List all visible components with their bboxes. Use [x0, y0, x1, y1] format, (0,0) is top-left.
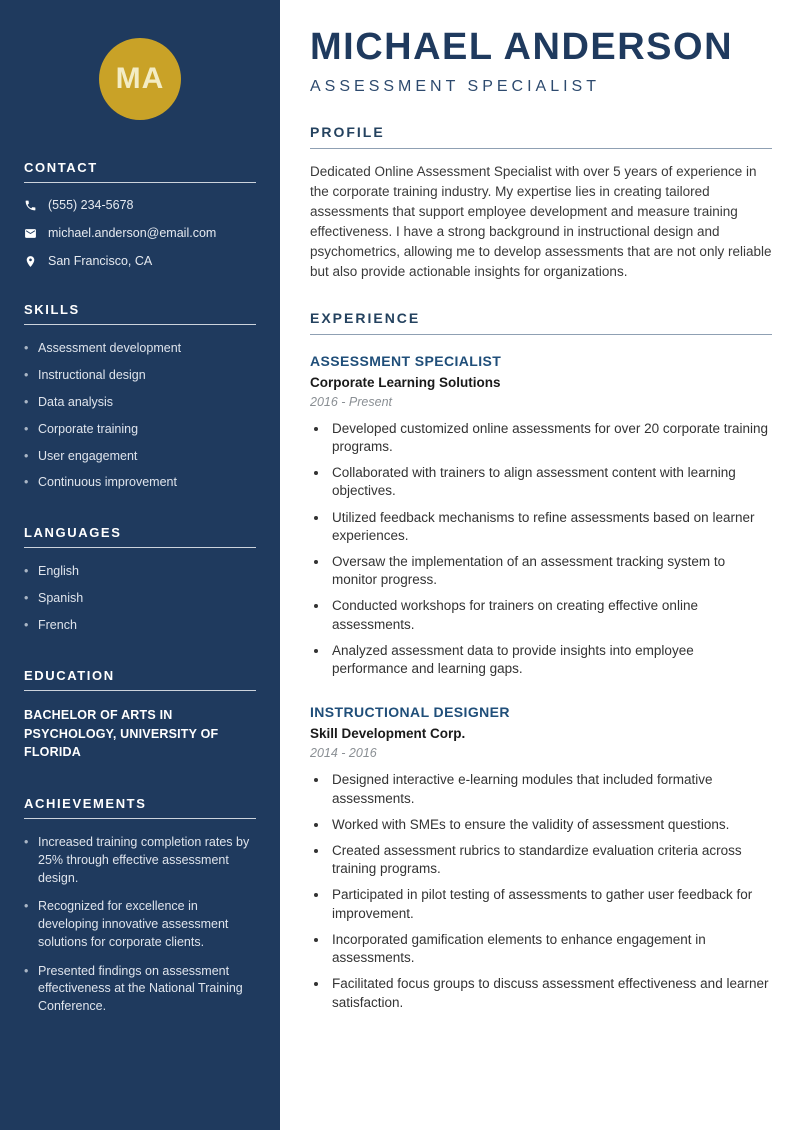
- job-bullet: • Created assessment rubrics to standardize evaluation criteria across training programs.: [329, 842, 772, 878]
- job-role: ASSESSMENT SPECIALIST: [310, 352, 502, 369]
- email-icon: [24, 227, 37, 240]
- skills-section: [24, 302, 256, 491]
- languages-list: [24, 563, 256, 634]
- job-company: Skill Development Corp.: [310, 726, 466, 742]
- experience-section-title: EXPERIENCE: [310, 310, 772, 335]
- avatar-initials: MA: [115, 62, 165, 95]
- job-bullet-list: [310, 771, 772, 1011]
- job-bullet: • Oversaw the implementation of an assessment tracking system to monitor progress.: [329, 553, 772, 589]
- candidate-name: MICHAEL ANDERSON: [310, 26, 734, 68]
- job-bullet: • Worked with SMEs to ensure the validity of assessment questions.: [329, 816, 772, 834]
- contact-phone-text: (555) 234-5678: [48, 198, 134, 212]
- contact-location-row: [24, 254, 256, 268]
- job-entry: [310, 353, 772, 679]
- job-bullet: • Conducted workshops for trainers on creating effective online assessments.: [329, 597, 772, 633]
- education-degree: BACHELOR OF ARTS IN PSYCHOLOGY, UNIVERSITY OF FLORIDA: [24, 707, 219, 760]
- profile-section-title: PROFILE: [310, 124, 772, 149]
- languages-section: [24, 525, 256, 634]
- job-bullet: • Participated in pilot testing of assessments to gather user feedback for improvement.: [329, 886, 772, 922]
- main-content: [280, 0, 800, 1130]
- skill-item: • Assessment development: [24, 340, 256, 357]
- language-item: • French: [24, 617, 256, 634]
- avatar: [99, 38, 181, 120]
- skill-item: • Instructional design: [24, 367, 256, 384]
- job-bullet: • Collaborated with trainers to align assessment content with learning objectives.: [329, 464, 772, 500]
- location-icon: [24, 255, 37, 268]
- job-company: Corporate Learning Solutions: [310, 374, 501, 390]
- skill-item: • Data analysis: [24, 394, 256, 411]
- achievement-item: • Presented findings on assessment effectiveness at the National Training Conference.: [24, 963, 256, 1016]
- achievement-item: • Recognized for excellence in developing innovative assessment solutions for corporate clients.: [24, 898, 256, 951]
- skill-item: • Continuous improvement: [24, 474, 256, 491]
- job-bullet: • Facilitated focus groups to discuss assessment effectiveness and learner satisfaction.: [329, 975, 772, 1011]
- skills-section-title: SKILLS: [24, 302, 256, 325]
- achievements-list: [24, 834, 256, 1016]
- job-bullet-list: [310, 420, 772, 679]
- contact-location-text: San Francisco, CA: [48, 254, 153, 268]
- job-dates: 2016 - Present: [310, 394, 392, 409]
- achievement-item: • Increased training completion rates by 25% through effective assessment design.: [24, 834, 256, 887]
- job-dates: 2014 - 2016: [310, 746, 377, 761]
- job-bullet: • Developed customized online assessments for over 20 corporate training programs.: [329, 420, 772, 456]
- contact-email-row: [24, 226, 256, 240]
- phone-icon: [24, 199, 37, 212]
- contact-section: [24, 160, 256, 268]
- job-bullet: • Utilized feedback mechanisms to refine assessments based on learner experiences.: [329, 509, 772, 545]
- education-section: [24, 668, 256, 762]
- skills-list: [24, 340, 256, 491]
- language-item: • Spanish: [24, 590, 256, 607]
- achievements-section: [24, 796, 256, 1016]
- contact-email-text: michael.anderson@email.com: [48, 226, 217, 240]
- contact-phone-row: [24, 198, 256, 212]
- profile-text: Dedicated Online Assessment Specialist with over 5 years of experience in the corporate training industry. My expertise lies in creating tailored assessments that support employee development and measure training effectiveness. I have a strong background in instructional design and psychometrics, allowing me to develop assessments that are not only reliable but also provide actionable insights for organizations.: [310, 163, 772, 279]
- languages-section-title: LANGUAGES: [24, 525, 256, 548]
- job-entry: [310, 704, 772, 1011]
- job-bullet: • Incorporated gamification elements to enhance engagement in assessments.: [329, 931, 772, 967]
- job-bullet: • Analyzed assessment data to provide insights into employee performance and learning gaps.: [329, 642, 772, 678]
- contact-section-title: CONTACT: [24, 160, 256, 183]
- job-bullet: • Designed interactive e-learning modules that included formative assessments.: [329, 771, 772, 807]
- language-item: • English: [24, 563, 256, 580]
- skill-item: • Corporate training: [24, 421, 256, 438]
- job-role: INSTRUCTIONAL DESIGNER: [310, 704, 510, 721]
- achievements-section-title: ACHIEVEMENTS: [24, 796, 256, 819]
- education-section-title: EDUCATION: [24, 668, 256, 691]
- sidebar: [0, 0, 280, 1130]
- skill-item: • User engagement: [24, 448, 256, 465]
- candidate-job-title: ASSESSMENT SPECIALIST: [310, 77, 600, 95]
